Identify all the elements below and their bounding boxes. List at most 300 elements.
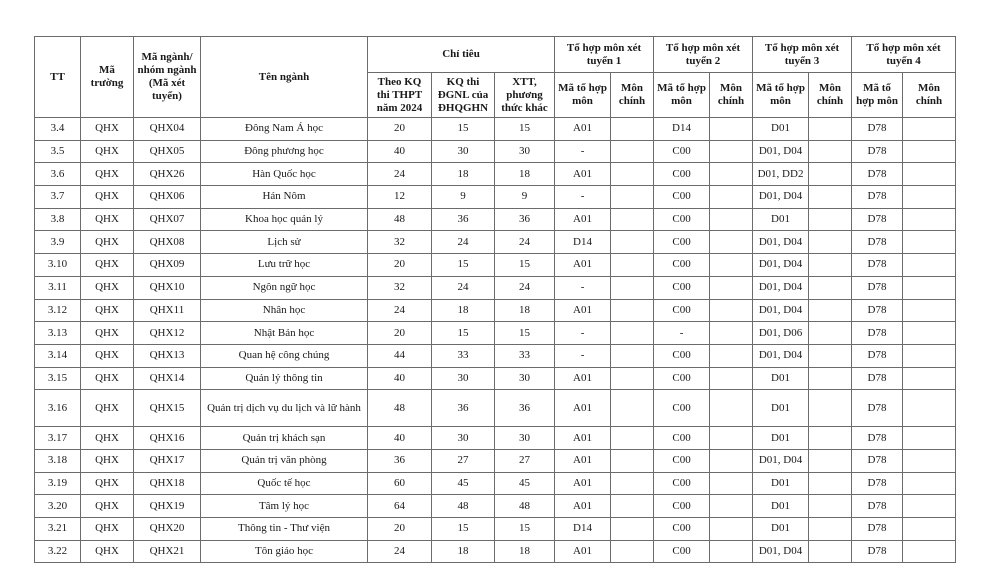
cell-combo-code-3: D01, DD2 bbox=[753, 163, 809, 186]
table-row bbox=[35, 118, 956, 141]
header-combo-1: Tổ hợp môn xét tuyển 1 bbox=[555, 37, 654, 73]
cell-tt: 3.7 bbox=[35, 186, 81, 209]
cell-major-name: Quản trị khách sạn bbox=[201, 427, 368, 450]
cell-major-name: Quản trị dịch vụ du lịch và lữ hành bbox=[201, 390, 368, 427]
cell-combo-code-1: D14 bbox=[555, 231, 611, 254]
cell-school-code: QHX bbox=[81, 449, 134, 472]
cell-combo-code-3: D01, D04 bbox=[753, 299, 809, 322]
cell-quota-dgnl: 24 bbox=[432, 231, 495, 254]
cell-quota-thpt: 64 bbox=[368, 495, 432, 518]
cell-main-subject-3 bbox=[809, 208, 852, 231]
cell-quota-xtt: 9 bbox=[495, 186, 555, 209]
table-row bbox=[35, 367, 956, 390]
cell-main-subject-1 bbox=[611, 540, 654, 563]
cell-quota-thpt: 20 bbox=[368, 518, 432, 541]
cell-main-subject-3 bbox=[809, 540, 852, 563]
cell-combo-code-1: A01 bbox=[555, 254, 611, 277]
cell-quota-thpt: 44 bbox=[368, 344, 432, 367]
cell-quota-xtt: 18 bbox=[495, 540, 555, 563]
cell-main-subject-2 bbox=[710, 322, 753, 345]
cell-combo-code-4: D78 bbox=[852, 208, 903, 231]
cell-major-name: Khoa học quản lý bbox=[201, 208, 368, 231]
cell-main-subject-4 bbox=[903, 344, 956, 367]
cell-combo-code-2: C00 bbox=[654, 254, 710, 277]
cell-quota-thpt: 48 bbox=[368, 390, 432, 427]
cell-tt: 3.22 bbox=[35, 540, 81, 563]
table-row bbox=[35, 322, 956, 345]
header-combo-code-3: Mã tổ hợp môn bbox=[753, 73, 809, 118]
cell-combo-code-2: C00 bbox=[654, 299, 710, 322]
table-row bbox=[35, 518, 956, 541]
cell-major-name: Tôn giáo học bbox=[201, 540, 368, 563]
table-header bbox=[35, 37, 956, 118]
cell-quota-dgnl: 36 bbox=[432, 208, 495, 231]
cell-quota-thpt: 20 bbox=[368, 322, 432, 345]
table-row bbox=[35, 540, 956, 563]
cell-tt: 3.15 bbox=[35, 367, 81, 390]
cell-major-name: Lưu trữ học bbox=[201, 254, 368, 277]
table-row bbox=[35, 449, 956, 472]
cell-quota-xtt: 33 bbox=[495, 344, 555, 367]
cell-quota-dgnl: 15 bbox=[432, 322, 495, 345]
cell-main-subject-3 bbox=[809, 449, 852, 472]
cell-main-subject-4 bbox=[903, 518, 956, 541]
cell-major-name: Nhân học bbox=[201, 299, 368, 322]
cell-combo-code-3: D01 bbox=[753, 518, 809, 541]
cell-main-subject-3 bbox=[809, 427, 852, 450]
table-row bbox=[35, 427, 956, 450]
table-row bbox=[35, 495, 956, 518]
cell-combo-code-3: D01 bbox=[753, 390, 809, 427]
cell-quota-dgnl: 15 bbox=[432, 518, 495, 541]
cell-combo-code-2: C00 bbox=[654, 231, 710, 254]
cell-quota-xtt: 36 bbox=[495, 208, 555, 231]
cell-main-subject-1 bbox=[611, 344, 654, 367]
cell-combo-code-4: D78 bbox=[852, 427, 903, 450]
cell-main-subject-4 bbox=[903, 299, 956, 322]
cell-main-subject-1 bbox=[611, 367, 654, 390]
cell-quota-dgnl: 24 bbox=[432, 276, 495, 299]
cell-combo-code-1: A01 bbox=[555, 495, 611, 518]
cell-combo-code-3: D01, D04 bbox=[753, 140, 809, 163]
header-main-subject-3: Môn chính bbox=[809, 73, 852, 118]
cell-quota-thpt: 40 bbox=[368, 367, 432, 390]
cell-quota-dgnl: 33 bbox=[432, 344, 495, 367]
cell-school-code: QHX bbox=[81, 367, 134, 390]
cell-quota-thpt: 12 bbox=[368, 186, 432, 209]
cell-quota-dgnl: 18 bbox=[432, 299, 495, 322]
cell-combo-code-2: C00 bbox=[654, 390, 710, 427]
cell-quota-xtt: 18 bbox=[495, 163, 555, 186]
cell-school-code: QHX bbox=[81, 118, 134, 141]
cell-major-name: Đông phương học bbox=[201, 140, 368, 163]
cell-quota-xtt: 30 bbox=[495, 140, 555, 163]
cell-school-code: QHX bbox=[81, 472, 134, 495]
cell-combo-code-1: A01 bbox=[555, 540, 611, 563]
cell-major-code: QHX14 bbox=[134, 367, 201, 390]
cell-quota-xtt: 15 bbox=[495, 118, 555, 141]
cell-major-code: QHX11 bbox=[134, 299, 201, 322]
cell-main-subject-2 bbox=[710, 518, 753, 541]
cell-major-name: Quan hệ công chúng bbox=[201, 344, 368, 367]
table-row bbox=[35, 299, 956, 322]
cell-combo-code-3: D01 bbox=[753, 367, 809, 390]
header-quota: Chỉ tiêu bbox=[368, 37, 555, 73]
cell-main-subject-1 bbox=[611, 140, 654, 163]
cell-combo-code-2: C00 bbox=[654, 495, 710, 518]
cell-main-subject-1 bbox=[611, 254, 654, 277]
cell-quota-thpt: 24 bbox=[368, 163, 432, 186]
cell-main-subject-3 bbox=[809, 390, 852, 427]
header-major-code: Mã ngành/ nhóm ngành (Mã xét tuyển) bbox=[134, 37, 201, 118]
cell-school-code: QHX bbox=[81, 495, 134, 518]
cell-combo-code-2: C00 bbox=[654, 367, 710, 390]
cell-quota-xtt: 36 bbox=[495, 390, 555, 427]
cell-quota-xtt: 15 bbox=[495, 322, 555, 345]
cell-combo-code-1: - bbox=[555, 140, 611, 163]
cell-combo-code-2: C00 bbox=[654, 186, 710, 209]
table-row bbox=[35, 390, 956, 427]
cell-major-name: Quản lý thông tin bbox=[201, 367, 368, 390]
cell-combo-code-1: A01 bbox=[555, 390, 611, 427]
cell-tt: 3.6 bbox=[35, 163, 81, 186]
cell-main-subject-3 bbox=[809, 299, 852, 322]
cell-combo-code-2: D14 bbox=[654, 118, 710, 141]
cell-tt: 3.18 bbox=[35, 449, 81, 472]
cell-quota-xtt: 30 bbox=[495, 367, 555, 390]
cell-school-code: QHX bbox=[81, 540, 134, 563]
cell-main-subject-4 bbox=[903, 390, 956, 427]
cell-combo-code-3: D01, D06 bbox=[753, 322, 809, 345]
cell-tt: 3.17 bbox=[35, 427, 81, 450]
cell-main-subject-2 bbox=[710, 208, 753, 231]
cell-combo-code-3: D01 bbox=[753, 495, 809, 518]
cell-combo-code-1: - bbox=[555, 322, 611, 345]
cell-school-code: QHX bbox=[81, 518, 134, 541]
table-row bbox=[35, 231, 956, 254]
cell-quota-thpt: 24 bbox=[368, 540, 432, 563]
cell-combo-code-2: C00 bbox=[654, 140, 710, 163]
cell-main-subject-1 bbox=[611, 472, 654, 495]
table-row bbox=[35, 472, 956, 495]
cell-tt: 3.9 bbox=[35, 231, 81, 254]
cell-major-code: QHX15 bbox=[134, 390, 201, 427]
cell-combo-code-2: C00 bbox=[654, 449, 710, 472]
cell-main-subject-3 bbox=[809, 276, 852, 299]
cell-combo-code-1: A01 bbox=[555, 208, 611, 231]
header-main-subject-4: Môn chính bbox=[903, 73, 956, 118]
cell-main-subject-4 bbox=[903, 449, 956, 472]
cell-main-subject-3 bbox=[809, 140, 852, 163]
cell-quota-thpt: 32 bbox=[368, 276, 432, 299]
cell-combo-code-2: C00 bbox=[654, 208, 710, 231]
cell-tt: 3.8 bbox=[35, 208, 81, 231]
cell-quota-xtt: 18 bbox=[495, 299, 555, 322]
cell-main-subject-2 bbox=[710, 540, 753, 563]
cell-combo-code-4: D78 bbox=[852, 518, 903, 541]
cell-quota-dgnl: 45 bbox=[432, 472, 495, 495]
table-row bbox=[35, 186, 956, 209]
cell-quota-dgnl: 48 bbox=[432, 495, 495, 518]
cell-main-subject-3 bbox=[809, 254, 852, 277]
cell-main-subject-1 bbox=[611, 163, 654, 186]
cell-school-code: QHX bbox=[81, 231, 134, 254]
cell-main-subject-4 bbox=[903, 140, 956, 163]
cell-combo-code-1: A01 bbox=[555, 163, 611, 186]
header-combo-code-1: Mã tổ hợp môn bbox=[555, 73, 611, 118]
cell-quota-thpt: 48 bbox=[368, 208, 432, 231]
cell-combo-code-3: D01 bbox=[753, 118, 809, 141]
cell-main-subject-3 bbox=[809, 231, 852, 254]
cell-school-code: QHX bbox=[81, 276, 134, 299]
cell-main-subject-2 bbox=[710, 140, 753, 163]
cell-quota-thpt: 60 bbox=[368, 472, 432, 495]
cell-combo-code-1: - bbox=[555, 344, 611, 367]
header-quota-dgnl: KQ thi ĐGNL của ĐHQGHN bbox=[432, 73, 495, 118]
cell-school-code: QHX bbox=[81, 140, 134, 163]
cell-main-subject-4 bbox=[903, 322, 956, 345]
cell-quota-dgnl: 30 bbox=[432, 367, 495, 390]
header-quota-thpt: Theo KQ thi THPT năm 2024 bbox=[368, 73, 432, 118]
cell-quota-dgnl: 18 bbox=[432, 163, 495, 186]
header-combo-code-2: Mã tổ hợp môn bbox=[654, 73, 710, 118]
cell-main-subject-4 bbox=[903, 118, 956, 141]
cell-combo-code-2: C00 bbox=[654, 276, 710, 299]
cell-combo-code-3: D01 bbox=[753, 472, 809, 495]
cell-combo-code-4: D78 bbox=[852, 390, 903, 427]
cell-major-name: Quản trị văn phòng bbox=[201, 449, 368, 472]
cell-combo-code-3: D01 bbox=[753, 208, 809, 231]
cell-main-subject-2 bbox=[710, 254, 753, 277]
cell-tt: 3.20 bbox=[35, 495, 81, 518]
cell-quota-xtt: 27 bbox=[495, 449, 555, 472]
cell-quota-thpt: 20 bbox=[368, 254, 432, 277]
cell-combo-code-3: D01, D04 bbox=[753, 254, 809, 277]
cell-main-subject-1 bbox=[611, 518, 654, 541]
cell-major-code: QHX07 bbox=[134, 208, 201, 231]
cell-school-code: QHX bbox=[81, 208, 134, 231]
cell-school-code: QHX bbox=[81, 299, 134, 322]
cell-main-subject-3 bbox=[809, 118, 852, 141]
cell-main-subject-3 bbox=[809, 518, 852, 541]
cell-main-subject-1 bbox=[611, 118, 654, 141]
cell-quota-thpt: 40 bbox=[368, 140, 432, 163]
header-combo-3: Tổ hợp môn xét tuyển 3 bbox=[753, 37, 852, 73]
cell-quota-thpt: 24 bbox=[368, 299, 432, 322]
cell-combo-code-4: D78 bbox=[852, 540, 903, 563]
cell-quota-dgnl: 15 bbox=[432, 254, 495, 277]
cell-combo-code-2: C00 bbox=[654, 427, 710, 450]
cell-combo-code-3: D01, D04 bbox=[753, 231, 809, 254]
cell-major-code: QHX21 bbox=[134, 540, 201, 563]
cell-tt: 3.14 bbox=[35, 344, 81, 367]
cell-combo-code-1: - bbox=[555, 276, 611, 299]
cell-quota-dgnl: 30 bbox=[432, 427, 495, 450]
cell-main-subject-1 bbox=[611, 495, 654, 518]
cell-tt: 3.4 bbox=[35, 118, 81, 141]
cell-major-code: QHX08 bbox=[134, 231, 201, 254]
cell-quota-dgnl: 36 bbox=[432, 390, 495, 427]
cell-quota-xtt: 30 bbox=[495, 427, 555, 450]
cell-main-subject-2 bbox=[710, 231, 753, 254]
cell-tt: 3.13 bbox=[35, 322, 81, 345]
cell-school-code: QHX bbox=[81, 322, 134, 345]
header-main-subject-2: Môn chính bbox=[710, 73, 753, 118]
cell-quota-xtt: 15 bbox=[495, 254, 555, 277]
cell-combo-code-2: - bbox=[654, 322, 710, 345]
table-row bbox=[35, 140, 956, 163]
cell-combo-code-4: D78 bbox=[852, 186, 903, 209]
cell-combo-code-4: D78 bbox=[852, 367, 903, 390]
cell-school-code: QHX bbox=[81, 390, 134, 427]
cell-major-name: Đông Nam Á học bbox=[201, 118, 368, 141]
cell-combo-code-1: A01 bbox=[555, 118, 611, 141]
cell-quota-thpt: 32 bbox=[368, 231, 432, 254]
cell-combo-code-1: A01 bbox=[555, 449, 611, 472]
cell-main-subject-1 bbox=[611, 322, 654, 345]
cell-combo-code-1: A01 bbox=[555, 299, 611, 322]
cell-main-subject-2 bbox=[710, 118, 753, 141]
cell-main-subject-2 bbox=[710, 299, 753, 322]
cell-major-code: QHX09 bbox=[134, 254, 201, 277]
cell-main-subject-3 bbox=[809, 495, 852, 518]
cell-major-code: QHX06 bbox=[134, 186, 201, 209]
cell-combo-code-3: D01, D04 bbox=[753, 186, 809, 209]
cell-combo-code-4: D78 bbox=[852, 299, 903, 322]
cell-quota-dgnl: 18 bbox=[432, 540, 495, 563]
cell-main-subject-4 bbox=[903, 276, 956, 299]
cell-main-subject-1 bbox=[611, 390, 654, 427]
cell-combo-code-4: D78 bbox=[852, 495, 903, 518]
cell-combo-code-3: D01, D04 bbox=[753, 540, 809, 563]
header-major-name: Tên ngành bbox=[201, 37, 368, 118]
cell-main-subject-2 bbox=[710, 186, 753, 209]
cell-main-subject-4 bbox=[903, 208, 956, 231]
cell-tt: 3.11 bbox=[35, 276, 81, 299]
header-combo-code-4: Mã tổ hợp môn bbox=[852, 73, 903, 118]
cell-school-code: QHX bbox=[81, 163, 134, 186]
cell-combo-code-4: D78 bbox=[852, 118, 903, 141]
cell-major-code: QHX05 bbox=[134, 140, 201, 163]
cell-major-code: QHX13 bbox=[134, 344, 201, 367]
cell-combo-code-2: C00 bbox=[654, 472, 710, 495]
cell-combo-code-4: D78 bbox=[852, 254, 903, 277]
header-tt: TT bbox=[35, 37, 81, 118]
cell-quota-thpt: 20 bbox=[368, 118, 432, 141]
cell-main-subject-4 bbox=[903, 427, 956, 450]
table-row bbox=[35, 254, 956, 277]
cell-major-name: Ngôn ngữ học bbox=[201, 276, 368, 299]
cell-combo-code-1: D14 bbox=[555, 518, 611, 541]
cell-major-code: QHX12 bbox=[134, 322, 201, 345]
cell-major-code: QHX19 bbox=[134, 495, 201, 518]
header-quota-xtt: XTT, phương thức khác bbox=[495, 73, 555, 118]
cell-quota-dgnl: 15 bbox=[432, 118, 495, 141]
header-combo-4: Tổ hợp môn xét tuyển 4 bbox=[852, 37, 956, 73]
cell-main-subject-1 bbox=[611, 276, 654, 299]
cell-quota-xtt: 15 bbox=[495, 518, 555, 541]
cell-main-subject-2 bbox=[710, 163, 753, 186]
cell-quota-xtt: 24 bbox=[495, 276, 555, 299]
cell-combo-code-1: A01 bbox=[555, 427, 611, 450]
table-row bbox=[35, 208, 956, 231]
cell-school-code: QHX bbox=[81, 186, 134, 209]
cell-main-subject-3 bbox=[809, 367, 852, 390]
cell-major-name: Lịch sử bbox=[201, 231, 368, 254]
cell-quota-xtt: 24 bbox=[495, 231, 555, 254]
cell-main-subject-2 bbox=[710, 276, 753, 299]
cell-tt: 3.16 bbox=[35, 390, 81, 427]
cell-main-subject-1 bbox=[611, 299, 654, 322]
cell-combo-code-4: D78 bbox=[852, 276, 903, 299]
cell-main-subject-3 bbox=[809, 186, 852, 209]
cell-major-name: Hàn Quốc học bbox=[201, 163, 368, 186]
cell-quota-dgnl: 27 bbox=[432, 449, 495, 472]
cell-main-subject-4 bbox=[903, 231, 956, 254]
cell-tt: 3.12 bbox=[35, 299, 81, 322]
cell-main-subject-2 bbox=[710, 367, 753, 390]
cell-major-code: QHX17 bbox=[134, 449, 201, 472]
cell-main-subject-4 bbox=[903, 186, 956, 209]
cell-combo-code-4: D78 bbox=[852, 344, 903, 367]
table-row bbox=[35, 163, 956, 186]
cell-combo-code-1: A01 bbox=[555, 472, 611, 495]
cell-main-subject-1 bbox=[611, 208, 654, 231]
cell-school-code: QHX bbox=[81, 344, 134, 367]
cell-combo-code-4: D78 bbox=[852, 231, 903, 254]
table-body bbox=[35, 118, 956, 563]
cell-main-subject-4 bbox=[903, 254, 956, 277]
cell-combo-code-4: D78 bbox=[852, 449, 903, 472]
cell-quota-xtt: 48 bbox=[495, 495, 555, 518]
cell-combo-code-3: D01, D04 bbox=[753, 344, 809, 367]
cell-main-subject-4 bbox=[903, 472, 956, 495]
cell-major-name: Tâm lý học bbox=[201, 495, 368, 518]
cell-major-name: Nhật Bản học bbox=[201, 322, 368, 345]
cell-combo-code-4: D78 bbox=[852, 472, 903, 495]
admissions-table bbox=[34, 36, 956, 563]
cell-main-subject-3 bbox=[809, 472, 852, 495]
cell-main-subject-1 bbox=[611, 449, 654, 472]
cell-combo-code-4: D78 bbox=[852, 322, 903, 345]
cell-main-subject-2 bbox=[710, 427, 753, 450]
cell-main-subject-3 bbox=[809, 163, 852, 186]
cell-main-subject-3 bbox=[809, 344, 852, 367]
cell-tt: 3.5 bbox=[35, 140, 81, 163]
cell-tt: 3.21 bbox=[35, 518, 81, 541]
cell-major-name: Hán Nôm bbox=[201, 186, 368, 209]
cell-main-subject-1 bbox=[611, 427, 654, 450]
cell-major-code: QHX18 bbox=[134, 472, 201, 495]
cell-main-subject-1 bbox=[611, 186, 654, 209]
cell-quota-thpt: 36 bbox=[368, 449, 432, 472]
cell-quota-thpt: 40 bbox=[368, 427, 432, 450]
cell-major-name: Thông tin - Thư viện bbox=[201, 518, 368, 541]
cell-combo-code-2: C00 bbox=[654, 518, 710, 541]
cell-combo-code-4: D78 bbox=[852, 163, 903, 186]
cell-major-code: QHX10 bbox=[134, 276, 201, 299]
cell-main-subject-3 bbox=[809, 322, 852, 345]
header-school-code: Mã trường bbox=[81, 37, 134, 118]
cell-main-subject-1 bbox=[611, 231, 654, 254]
cell-combo-code-4: D78 bbox=[852, 140, 903, 163]
cell-main-subject-2 bbox=[710, 390, 753, 427]
cell-quota-dgnl: 9 bbox=[432, 186, 495, 209]
cell-combo-code-1: - bbox=[555, 186, 611, 209]
cell-main-subject-2 bbox=[710, 344, 753, 367]
cell-major-name: Quốc tế học bbox=[201, 472, 368, 495]
header-main-subject-1: Môn chính bbox=[611, 73, 654, 118]
